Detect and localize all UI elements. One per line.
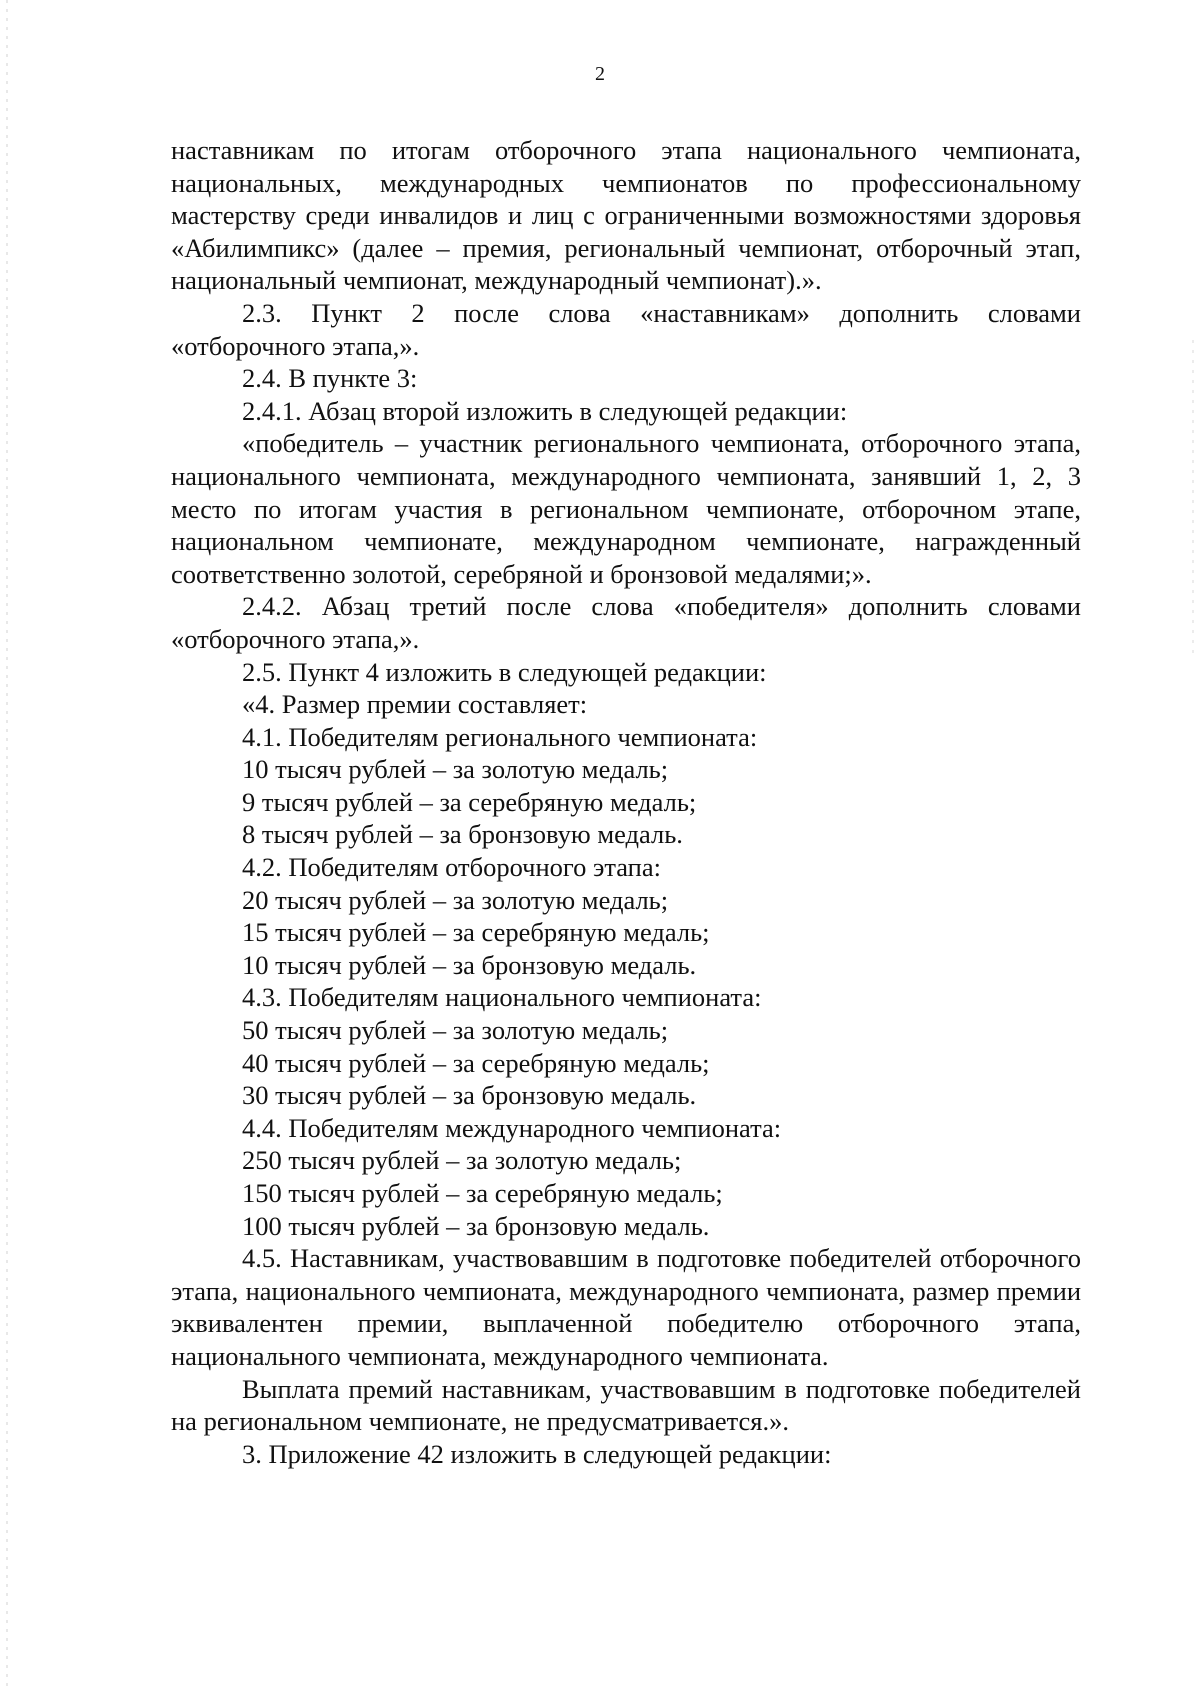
paragraph: 2.3. Пункт 2 после слова «наставникам» дополнить словами «отборочного этапа,».	[171, 297, 1081, 361]
paragraph: 2.5. Пункт 4 изложить в следующей редакции:	[242, 656, 767, 687]
paragraph: 8 тысяч рублей – за бронзовую медаль.	[242, 819, 683, 850]
paragraph: 4.1. Победителям регионального чемпионата:	[242, 721, 758, 752]
paragraph: 4.3. Победителям национального чемпионата:	[242, 982, 762, 1013]
paragraph: 100 тысяч рублей – за бронзовую медаль.	[242, 1210, 710, 1241]
paragraph: «победитель – участник регионального чемпионата, отборочного этапа, национального чемпионата, международного чемпионата, занявший 1, 2, 3 место по итогам участия в региональном чемпионате, отборочном этапе, национальном чемпионате, международном чемпионате, награжденный соответственно золотой, серебряной и бронзовой медалями;».	[171, 428, 1081, 589]
paragraph: Выплата премий наставникам, участвовавшим в подготовке победителей на региональном чемпионате, не предусматривается.».	[171, 1373, 1081, 1437]
paragraph: 4.2. Победителям отборочного этапа:	[242, 852, 661, 883]
paragraph: 4.5. Наставникам, участвовавшим в подготовке победителей отборочного этапа, национального чемпионата, международного чемпионата, размер премии эквивалентен премии, выплаченной победителю отборочного этапа, национального чемпионата, международного чемпионата.	[171, 1243, 1081, 1371]
paragraph: 20 тысяч рублей – за золотую медаль;	[242, 884, 669, 915]
paragraph: 30 тысяч рублей – за бронзовую медаль.	[242, 1080, 697, 1111]
paragraph: наставникам по итогам отборочного этапа национального чемпионата, национальных, международных чемпионатов по профессиональному мастерству среди инвалидов и лиц с ограниченными возможностями здоровья «Абилимпикс» (далее – премия, региональный чемпионат, отборочный этап, национальный чемпионат, международный чемпионат).».	[171, 135, 1081, 296]
paragraph: 2.4. В пункте 3:	[242, 363, 418, 394]
paragraph: 9 тысяч рублей – за серебряную медаль;	[242, 786, 697, 817]
paragraph: 2.4.2. Абзац третий после слова «победителя» дополнить словами «отборочного этапа,».	[171, 591, 1081, 654]
paragraph: 250 тысяч рублей – за золотую медаль;	[242, 1145, 682, 1176]
paragraph: 3. Приложение 42 изложить в следующей редакции:	[242, 1438, 832, 1469]
paragraph: 40 тысяч рублей – за серебряную медаль;	[242, 1047, 710, 1078]
paragraph: 15 тысяч рублей – за серебряную медаль;	[242, 917, 710, 948]
scan-edge-right	[1192, 340, 1194, 660]
document-body	[171, 134, 1081, 1470]
page-number: 2	[595, 63, 605, 85]
paragraph: 50 тысяч рублей – за золотую медаль;	[242, 1015, 669, 1046]
paragraph: 150 тысяч рублей – за серебряную медаль;	[242, 1178, 723, 1208]
paragraph: 10 тысяч рублей – за бронзовую медаль.	[242, 949, 697, 980]
paragraph: 10 тысяч рублей – за золотую медаль;	[242, 754, 669, 785]
paragraph: 4.4. Победителям международного чемпионата:	[242, 1112, 782, 1143]
scan-edge-left	[6, 0, 8, 1686]
paragraph: 2.4.1. Абзац второй изложить в следующей редакции:	[242, 395, 848, 426]
paragraph: «4. Размер премии составляет:	[242, 689, 588, 720]
